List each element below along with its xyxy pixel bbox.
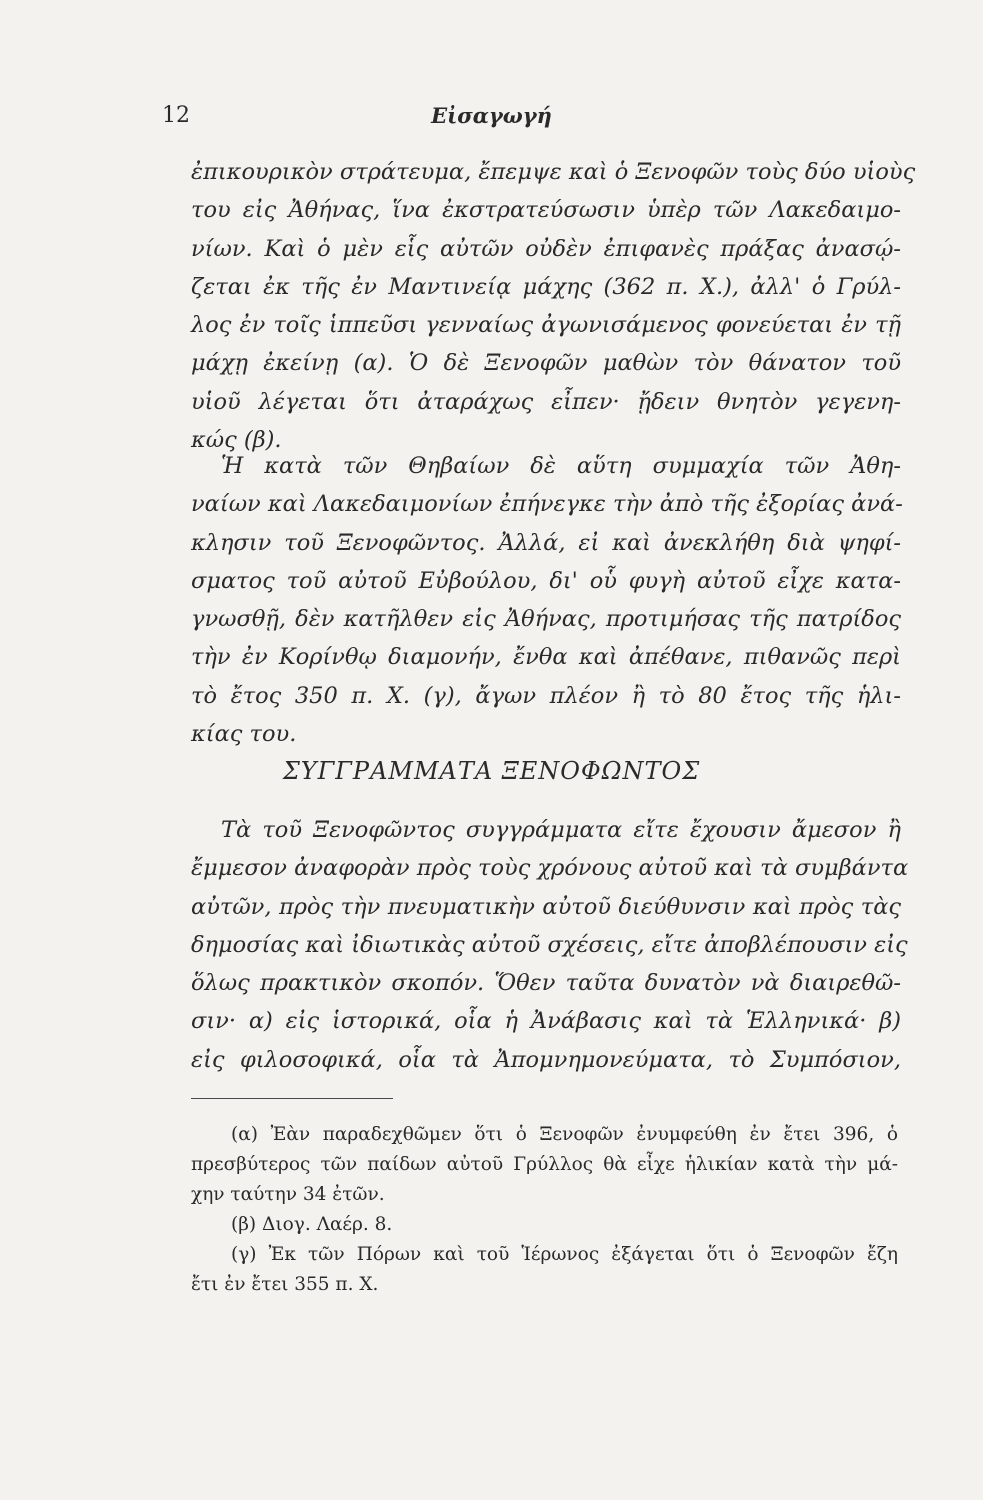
text-line: κίας του. (191, 721, 297, 748)
text-line: δημοσίας καὶ ἰδιωτικὰς αὐτοῦ σχέσεις, εἴτε ἀποβλέπουσιν εἰς (191, 931, 908, 958)
footnote-beta (191, 1210, 898, 1240)
text-line: γνωσθῇ, δὲν κατῆλθεν εἰς Ἀθήνας, προτιμήσας τῆς πατρίδος (191, 606, 901, 633)
footnote-divider (191, 1098, 393, 1099)
text-line: κώς (β). (191, 427, 282, 454)
page-header (0, 103, 983, 133)
footnote-line: χην ταύτην 34 ἐτῶν. (191, 1184, 385, 1205)
paragraph-2 (191, 447, 901, 753)
text-line: κλησιν τοῦ Ξενοφῶντος. Ἀλλά, εἰ καὶ ἀνεκλήθη διὰ ψηφί- (191, 529, 901, 556)
text-line: νίων. Καὶ ὁ μὲν εἷς αὐτῶν οὐδὲν ἐπιφανὲς πράξας ἀνασῴ- (191, 235, 901, 262)
footnote-line: (γ) Ἐκ τῶν Πόρων καὶ τοῦ Ἱέρωνος ἐξάγεται ὅτι ὁ Ξενοφῶν ἔζη (231, 1244, 898, 1265)
footnote-line: ἔτι ἐν ἔτει 355 π. Χ. (191, 1274, 379, 1295)
text-line: ἔμμεσον ἀναφορὰν πρὸς τοὺς χρόνους αὐτοῦ καὶ τὰ συμβάντα (191, 855, 909, 882)
text-line: τὴν ἐν Κορίνθῳ διαμονήν, ἔνθα καὶ ἀπέθανε, πιθανῶς περὶ (191, 644, 901, 671)
footnote-alpha (191, 1120, 898, 1210)
text-line: αὐτῶν, πρὸς τὴν πνευματικὴν αὐτοῦ διεύθυνσιν καὶ πρὸς τὰς (191, 893, 901, 920)
text-line: εἰς φιλοσοφικά, οἷα τὰ Ἀπομνημονεύματα, τὸ Συμπόσιον, (191, 1046, 901, 1073)
text-line: μάχῃ ἐκείνῃ (α). Ὁ δὲ Ξενοφῶν μαθὼν τὸν θάνατον τοῦ (191, 350, 901, 377)
page-number: 12 (162, 103, 190, 128)
text-line: σματος τοῦ αὐτοῦ Εὐβούλου, δι' οὗ φυγὴ αὐτοῦ εἶχε κατα- (191, 567, 901, 594)
text-line: Τὰ τοῦ Ξενοφῶντος συγγράμματα εἴτε ἔχουσιν ἄμεσον ἢ (221, 817, 901, 843)
paragraph-1 (191, 153, 916, 459)
text-line: ναίων καὶ Λακεδαιμονίων ἐπήνεγκε τὴν ἀπὸ τῆς ἐξορίας ἀνά- (191, 491, 903, 518)
text-line: υἱοῦ λέγεται ὅτι ἀταράχως εἶπεν· ᾔδειν θνητὸν γεγενη- (191, 388, 901, 415)
running-head: Εἰσαγωγή (431, 103, 552, 128)
footnote-gamma (191, 1240, 898, 1300)
paragraph-3 (191, 811, 909, 1079)
footnote-line: (β) Διογ. Λαέρ. 8. (231, 1214, 393, 1235)
section-title: ΣΥΓΓΡΑΜΜΑΤΑ ΞΕΝΟΦΩΝΤΟΣ (282, 757, 701, 785)
footnotes (191, 1120, 898, 1300)
text-line: ὅλως πρακτικὸν σκοπόν. Ὅθεν ταῦτα δυνατὸν νὰ διαιρεθῶ- (191, 970, 901, 997)
text-line: ζεται ἐκ τῆς ἐν Μαντινείᾳ μάχης (362 π. Χ.), ἀλλ' ὁ Γρύλ- (191, 273, 901, 300)
text-line: ἐπικουρικὸν στράτευμα, ἔπεμψε καὶ ὁ Ξενοφῶν τοὺς δύο υἱοὺς (191, 159, 916, 185)
footnote-line: (α) Ἐὰν παραδεχθῶμεν ὅτι ὁ Ξενοφῶν ἐνυμφεύθη ἐν ἔτει 396, ὁ (231, 1124, 898, 1145)
text-line: του εἰς Ἀθήνας, ἵνα ἐκστρατεύσωσιν ὑπὲρ τῶν Λακεδαιμο- (191, 197, 901, 224)
text-line: τὸ ἔτος 350 π. Χ. (γ), ἄγων πλέον ἢ τὸ 80 ἔτος τῆς ἡλι- (191, 682, 901, 709)
text-line: λος ἐν τοῖς ἱππεῦσι γενναίως ἀγωνισάμενος φονεύεται ἐν τῇ (191, 312, 901, 339)
text-line: σιν· α) εἰς ἱστορικά, οἷα ἡ Ἀνάβασις καὶ τὰ Ἑλληνικά· β) (191, 1008, 901, 1035)
footnote-line: πρεσβύτερος τῶν παίδων αὐτοῦ Γρύλλος θὰ εἶχε ἡλικίαν κατὰ τὴν μά- (191, 1154, 898, 1175)
text-line: Ἡ κατὰ τῶν Θηβαίων δὲ αὕτη συμμαχία τῶν Ἀθη- (221, 453, 901, 479)
